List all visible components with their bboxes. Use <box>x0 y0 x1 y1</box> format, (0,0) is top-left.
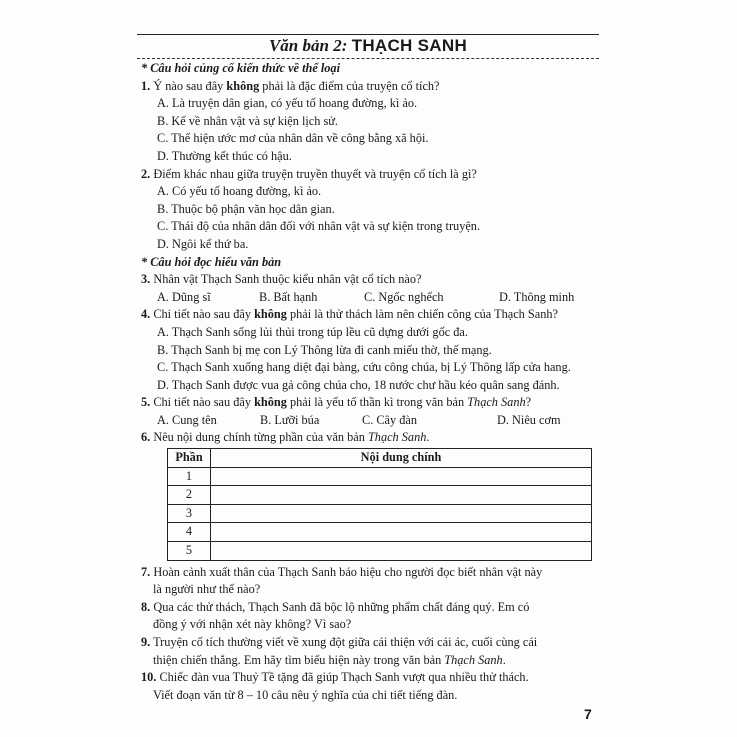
question-2 <box>141 166 597 184</box>
title-prefix: Văn bản 2: <box>268 36 348 55</box>
question-number: 6. <box>141 430 151 445</box>
option: C. Thạch Sanh xuống hang diệt đại bàng, cứu công chúa, bị Lý Thông lấp cửa hang. <box>157 360 571 375</box>
table-cell-part: 5 <box>168 542 211 561</box>
question-text: Nêu nội dung chính từng phần của văn bản <box>153 430 368 445</box>
option: B. Thuộc bộ phận văn học dân gian. <box>157 201 335 216</box>
table-cell-answer[interactable] <box>211 467 592 486</box>
option-row <box>141 412 597 430</box>
header-bottom-rule <box>137 58 599 59</box>
table-cell-part: 3 <box>168 504 211 523</box>
option: D. Thường kết thúc có hậu. <box>157 148 292 163</box>
content <box>141 60 597 704</box>
question-3 <box>141 271 597 289</box>
question-8 <box>141 599 597 617</box>
work-title: Thạch Sanh <box>367 430 427 445</box>
question-text: phải là đặc điểm của truyện cổ tích? <box>259 78 440 93</box>
question-text: Nhân vật Thạch Sanh thuộc kiểu nhân vật cổ tích nào? <box>153 272 422 287</box>
question-10 <box>141 669 597 687</box>
table-cell-answer[interactable] <box>211 504 592 523</box>
question-number: 8. <box>141 599 151 614</box>
question-number: 5. <box>141 395 151 410</box>
option: C. Thái độ của nhân dân đối với nhân vật và sự kiện trong truyện. <box>157 219 481 234</box>
question-text: Ý nào sau đây <box>153 78 227 93</box>
option: D. Niêu cơm <box>497 412 561 427</box>
question-text-continued <box>141 652 597 670</box>
work-title: Thạch Sanh <box>444 652 503 667</box>
question-number: 1. <box>141 78 151 93</box>
option: D. Thạch Sanh được vua gả công chúa cho, 18 nước chư hầu kéo quân sang đánh. <box>157 377 560 392</box>
table-cell-answer[interactable] <box>211 542 592 561</box>
question-text-continued: đồng ý với nhận xét này không? Vì sao? <box>153 617 352 632</box>
work-title: Thạch Sanh <box>467 395 526 410</box>
question-4 <box>141 306 597 324</box>
question-text: phải là yếu tố thần kì trong văn bản <box>286 395 468 410</box>
option: D. Ngôi kể thứ ba. <box>157 236 249 251</box>
option: C. Cây đàn <box>362 412 417 427</box>
content-table <box>167 448 592 561</box>
page-title <box>137 36 599 56</box>
question-9 <box>141 634 597 652</box>
question-text: phải là thử thách làm nên chiến công của Thạch Sanh? <box>286 307 558 322</box>
question-text: Điểm khác nhau giữa truyện truyền thuyết và truyện cổ tích là gì? <box>153 166 477 181</box>
option: C. Ngốc nghếch <box>364 289 444 304</box>
table-row <box>168 467 592 486</box>
question-7 <box>141 564 597 582</box>
question-text: . <box>502 652 506 667</box>
option: A. Dũng sĩ <box>157 289 211 304</box>
option: B. Lưỡi búa <box>260 412 320 427</box>
option: C. Thể hiện ước mơ của nhân dân về công bằng xã hội. <box>157 131 429 146</box>
question-number: 10. <box>141 670 157 685</box>
question-number: 3. <box>141 272 151 287</box>
table-header-content: Nội dung chính <box>211 449 592 468</box>
table-cell-answer[interactable] <box>211 486 592 505</box>
question-text: Truyện cổ tích thường viết về xung đột giữa cái thiện với cái ác, cuối cùng cái <box>153 635 538 649</box>
question-5 <box>141 394 597 412</box>
question-text: Chiếc đàn vua Thuỷ Tề tặng đã giúp Thạch Sanh vượt qua nhiều thử thách. <box>159 670 529 685</box>
table-row <box>168 504 592 523</box>
table-row <box>168 523 592 542</box>
question-number: 7. <box>141 564 151 579</box>
table-cell-part: 4 <box>168 523 211 542</box>
question-number: 9. <box>141 635 151 649</box>
question-text-continued: Viết đoạn văn từ 8 – 10 câu nêu ý nghĩa của chi tiết tiếng đàn. <box>153 687 458 702</box>
table-row <box>168 486 592 505</box>
option: B. Kể về nhân vật và sự kiện lịch sử. <box>157 113 339 128</box>
question-text: ? <box>525 395 532 410</box>
question-emphasis: không <box>226 78 260 93</box>
question-text: Chi tiết nào sau đây <box>153 395 255 410</box>
option: B. Bất hạnh <box>259 289 318 304</box>
table-row <box>168 542 592 561</box>
question-text: thiện chiến thắng. Em hãy tìm biểu hiện này trong văn bản <box>153 652 445 667</box>
option: A. Thạch Sanh sống lủi thủi trong túp lều cũ dựng dưới gốc đa. <box>157 324 468 339</box>
question-emphasis: không <box>254 395 287 410</box>
question-text: Qua các thử thách, Thạch Sanh đã bộc lộ những phẩm chất đáng quý. Em có <box>153 599 530 614</box>
table-cell-part: 1 <box>168 467 211 486</box>
question-6 <box>141 429 597 447</box>
option-row <box>141 289 597 307</box>
table-header-row <box>168 449 592 468</box>
question-text: Hoàn cảnh xuất thân của Thạch Sanh báo hiệu cho người đọc biết nhân vật này <box>153 564 543 579</box>
table-cell-answer[interactable] <box>211 523 592 542</box>
option: D. Thông minh <box>499 289 575 304</box>
question-text: . <box>426 430 430 445</box>
section-heading: * Câu hỏi củng cố kiến thức về thể loại <box>141 61 341 75</box>
table-cell-part: 2 <box>168 486 211 505</box>
section-heading: * Câu hỏi đọc hiểu văn bản <box>141 254 282 269</box>
question-text: Chi tiết nào sau đây <box>153 307 255 322</box>
option: B. Thạch Sanh bị mẹ con Lý Thông lừa đi canh miếu thờ, thế mạng. <box>157 342 492 357</box>
option: A. Là truyện dân gian, có yếu tố hoang đường, kì ảo. <box>157 96 418 111</box>
question-emphasis: không <box>254 307 287 322</box>
header-top-rule <box>137 34 599 35</box>
option: A. Có yếu tố hoang đường, kì ảo. <box>157 184 322 199</box>
question-1 <box>141 78 597 96</box>
option: A. Cung tên <box>157 412 217 427</box>
question-number: 2. <box>141 166 151 181</box>
table-header-part: Phần <box>168 449 211 468</box>
page-number: 7 <box>584 706 592 722</box>
question-text-continued: là người như thế nào? <box>153 582 261 597</box>
question-number: 4. <box>141 307 151 322</box>
title-main: THẠCH SANH <box>351 36 468 55</box>
